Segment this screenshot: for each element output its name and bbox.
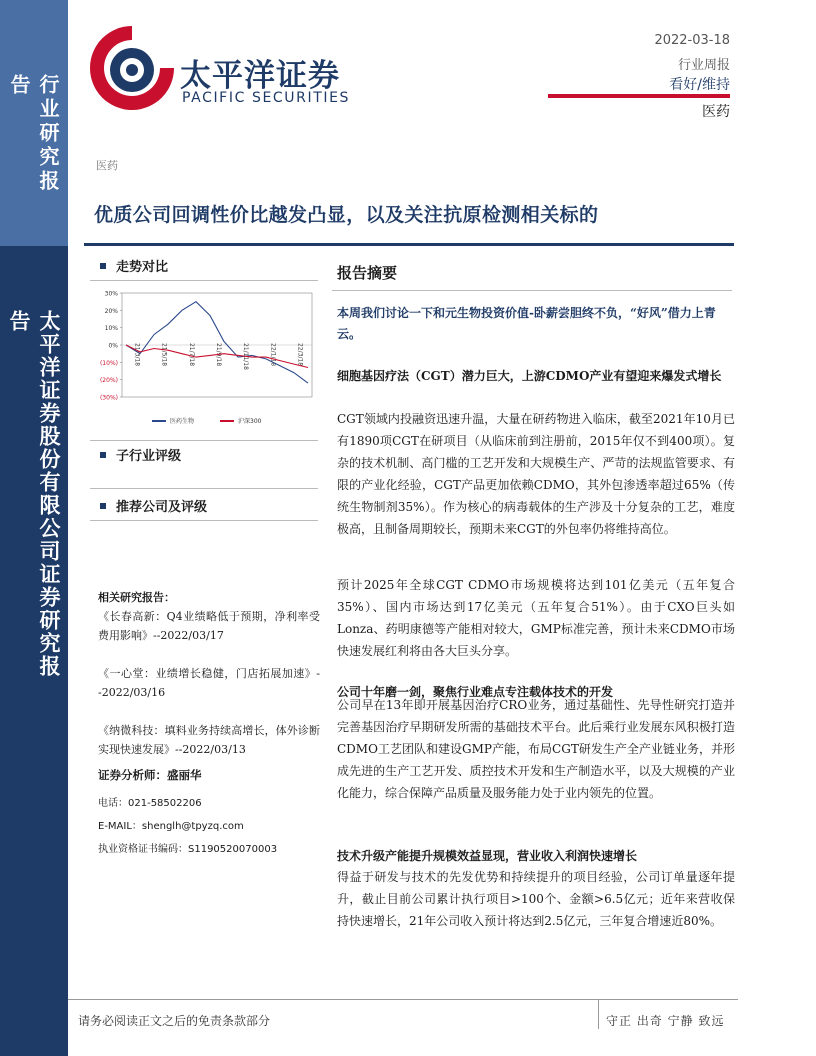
brand-name-en: PACIFIC SECURITIES — [182, 90, 351, 106]
footer-divider — [68, 999, 738, 1000]
paragraph-cdmo-forecast: 预计2025年全球CGT CDMO市场规模将达到101亿美元（五年复合35%）、国内市场达到17亿美元（五年复合51%）。由于CXO巨头如Lonza、药明康德等产能相对较大，GMP标准完善，预计未来CDMO市场快速发展红利将由各大巨头分享。 — [337, 578, 735, 658]
abstract-intro: 本周我们讨论一下和元生物投资价值-卧薪尝胆终不负，“好风”借力上青云。 — [337, 306, 716, 341]
sidebar-company-label: 太平洋证券股份有限公司证券研究报告 — [7, 310, 61, 678]
recommend-heading-text: 推荐公司及评级 — [116, 500, 208, 515]
chart-y-tick-label: (20%) — [99, 377, 118, 385]
divider — [90, 520, 318, 521]
title-divider — [84, 243, 734, 246]
related-report-link[interactable]: 《纳微科技：填料业务持续高增长，体外诊断实现快速发展》--2022/03/13 — [98, 724, 320, 756]
chart-y-tick-label: 30% — [104, 290, 118, 298]
paragraph-revenue-growth: 得益于研发与技术的先发优势和持续提升的项目经验，公司订单量逐年提升，截止目前公司累计执行项目>100个、金额>6.5亿元；近年来营收保持快速增长，21年公司收入预计将达到2.5亿元，三年复合增速近80%。 — [337, 870, 735, 928]
chart-y-tick-label: (10%) — [99, 359, 118, 367]
abstract-heading: 报告摘要 — [337, 264, 398, 282]
paragraph-company-history: 公司早在13年即开展基因治疗CRO业务，通过基础性、先导性研究打造并完善基因治疗早期研发所需的基础技术平台。此后乘行业发展东风积极打造CDMO工艺团队和建设GMP产能，布局CGT研发生产全产业链业务，并形成先进的生产工艺开发、质控技术开发和生产制造水平，以及大规模的产业化能力，综合保障产品质量及服务能力处于业内领先的位置。 — [337, 698, 735, 800]
chart-x-tick-label: 22/1/18 — [269, 343, 277, 367]
subindustry-heading-text: 子行业评级 — [116, 449, 182, 464]
header-sector: 医药 — [702, 104, 730, 120]
analyst-name: 证券分析师：盛丽华 — [98, 768, 202, 782]
analyst-email[interactable]: E-MAIL：shenglh@tpyzq.com — [98, 821, 244, 832]
footer-separator — [598, 999, 599, 1029]
report-date: 2022-03-18 — [654, 33, 730, 48]
industry-rating: 看好/维持 — [669, 77, 730, 93]
header-accent-line — [548, 94, 730, 98]
trend-heading — [100, 256, 168, 275]
recommend-heading — [100, 496, 207, 515]
sidebar-report-category: 行业研究报告 — [7, 74, 60, 194]
chart-legend-label: 医药生物 — [170, 418, 195, 425]
chart-y-tick-label: 0% — [108, 342, 118, 350]
footer-motto: 守正 出奇 宁静 致远 — [606, 1014, 725, 1028]
abstract-divider — [332, 290, 732, 291]
subindustry-heading — [100, 445, 181, 464]
chart-y-tick-label: 10% — [104, 325, 118, 333]
related-reports-heading: 相关研究报告： — [98, 591, 175, 604]
report-title: 优质公司回调性价比越发凸显，以及关注抗原检测相关标的 — [94, 204, 599, 226]
divider — [90, 440, 318, 441]
chart-y-tick-label: (30%) — [99, 394, 118, 402]
section-title-growth: 技术升级产能提升规模效益显现，营业收入利润快速增长 — [337, 849, 638, 863]
pacific-securities-logo-icon — [82, 18, 182, 118]
section-title-cgt: 细胞基因疗法（CGT）潜力巨大，上游CDMO产业有望迎来爆发式增长 — [337, 369, 722, 383]
chart-legend-label: 沪深300 — [238, 418, 262, 425]
sector-label: 医药 — [96, 159, 118, 172]
divider — [90, 488, 318, 489]
bullet-square-icon — [100, 452, 106, 458]
chart-x-tick-label: 21/9/18 — [215, 343, 222, 367]
related-report-link[interactable]: 《长春高新：Q4业绩略低于预期，净利率受费用影响》--2022/03/17 — [98, 610, 320, 642]
chart-x-tick-label: 21/5/18 — [160, 343, 168, 367]
analyst-license: 执业资格证书编码：S1190520070003 — [98, 844, 278, 855]
divider — [90, 280, 318, 281]
paragraph-cgt-market: CGT领域内投融资迅速升温，大量在研药物进入临床，截至2021年10月已有1890项CGT在研项目（从临床前到注册前，2015年仅不到400项）。复杂的技术机制、高门槛的工艺开发和大规模生产、严苛的法规监管要求、有限的产业化经验，CGT产品更加依赖CDMO，其外包渗透率超过65%（传统生物制剂35%）。作为核心的病毒载体的生产涉及十分复杂的工艺，难度极高，且制备周期较长，预期未来CGT的外包率仍将维持高位。 — [337, 412, 735, 536]
bullet-square-icon — [100, 263, 106, 269]
brand-name-cn: 太平洋证券 — [180, 58, 340, 94]
trend-comparison-chart — [90, 285, 320, 435]
chart-y-tick-label: 20% — [104, 307, 118, 315]
report-type: 行业周报 — [677, 58, 730, 73]
chart-x-tick-label: 22/3/18 — [296, 343, 304, 367]
chart-x-tick-label: 21/7/18 — [187, 343, 195, 367]
chart-x-tick-label: 21/3/18 — [133, 343, 141, 367]
bullet-square-icon — [100, 503, 106, 509]
related-report-link[interactable]: 《一心堂：业绩增长稳健，门店拓展加速》--2022/03/16 — [98, 667, 320, 699]
chart-x-tick-label: 21/11/18 — [242, 343, 250, 370]
trend-heading-text: 走势对比 — [116, 260, 169, 275]
footer-disclaimer[interactable]: 请务必阅读正文之后的免责条款部分 — [78, 1014, 271, 1028]
section-title-company: 公司十年磨一剑，聚焦行业难点专注载体技术的开发 — [337, 685, 614, 699]
analyst-phone: 电话：021-58502206 — [98, 798, 202, 809]
